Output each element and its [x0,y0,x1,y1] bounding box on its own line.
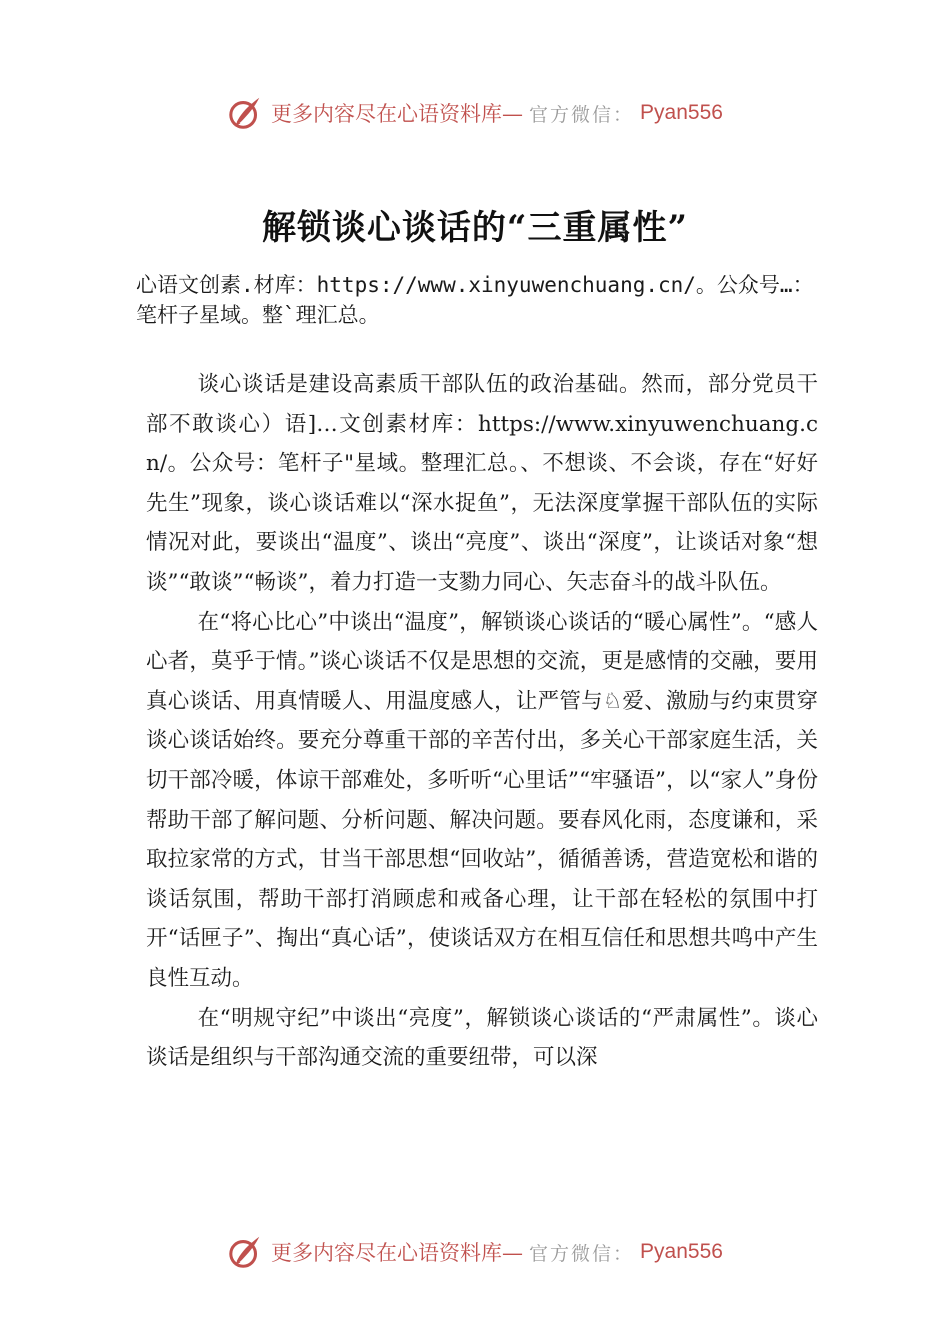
paragraph: 谈心谈话是建设高素质干部队伍的政治基础。然而，部分党员干部不敢谈心）语]…文创素材库：https://www.xinyuwenchuang.cn/。公众号：笔杆子"星域。整理汇总。、不想谈、不会谈，存在“好好先生”现象，谈心谈话难以“深水捉鱼”，无法深度掌握干部队伍的实际情况对此，要谈出“温度”、谈出“亮度”、谈出“深度”，让谈话对象“想谈”“敢谈”“畅谈”，着力打造一支勠力同心、矢志奋斗的战斗队伍。 [146,372,818,595]
footer-watermark-banner [0,1232,950,1272]
brush-pen-logo-icon [227,1233,265,1271]
source-line: 心语文创素.材库：https://www.xinyuwenchuang.cn/。公众号…：笔杆子星域。整`理汇总。 [136,273,814,327]
banner-wechat-label: 官方微信： [529,103,635,126]
brush-pen-logo-icon [227,94,265,132]
banner-wechat-id: Pyan556 [640,1240,723,1263]
banner-wechat-id: Pyan556 [640,101,723,124]
banner-wechat-label: 官方微信： [529,1242,635,1265]
banner-text: 更多内容尽在心语资料库— [271,1241,524,1265]
banner-text: 更多内容尽在心语资料库— [271,102,524,126]
paragraph: 在“将心比心”中谈出“温度”，解锁谈心谈话的“暖心属性”。“感人心者，莫乎于情。”谈心谈话不仅是思想的交流，更是感情的交融，要用真心谈话、用真情暖人、用温度感人，让严管与♘爱、激励与约束贯穿谈心谈话始终。要充分尊重干部的辛苦付出，多关心干部家庭生活，关切干部冷暖，体谅干部难处，多听听“心里话”“牢骚语”，以“家人”身份帮助干部了解问题、分析问题、解决问题。要春风化雨，态度谦和，采取拉家常的方式，甘当干部思想“回收站”，循循善诱，营造宽松和谐的谈话氛围，帮助干部打消顾虑和戒备心理，让干部在轻松的氛围中打开“话匣子”、掏出“真心话”，使谈话双方在相互信任和思想共鸣中产生良性互动。 [146,609,818,991]
document-body [146,365,818,1078]
header-watermark-banner [0,93,950,133]
paragraph: 在“明规守纪”中谈出“亮度”，解锁谈心谈话的“严肃属性”。谈心谈话是组织与干部沟通交流的重要纽带，可以深 [146,1005,818,1071]
document-title: 解锁谈心谈话的“三重属性” [261,208,689,248]
